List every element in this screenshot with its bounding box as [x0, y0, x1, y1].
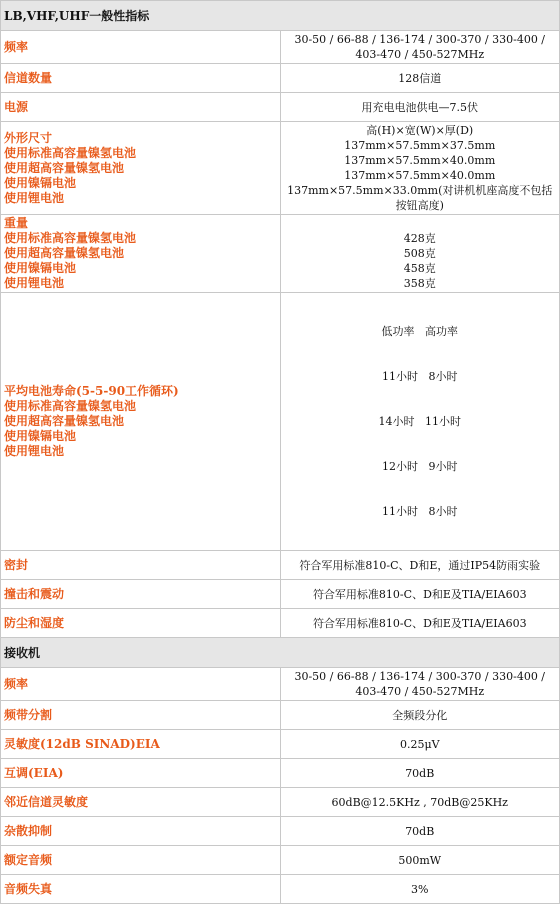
row-value: 用充电电池供电—7.5伏 [280, 93, 560, 122]
row-value: 128信道 [280, 64, 560, 93]
table-row [1, 875, 560, 904]
value-line: 428克 [403, 232, 436, 245]
label-line: 使用标准高容量镍氢电池 [4, 231, 137, 245]
table-row [1, 788, 560, 817]
table-row [1, 701, 560, 730]
row-label [1, 293, 281, 551]
section-header-general [1, 1, 560, 31]
row-label: 频带分割 [1, 701, 281, 730]
row-label: 灵敏度(12dB SINAD)EIA [1, 730, 281, 759]
label-line: 外形尺寸 [4, 130, 53, 145]
table-row [1, 609, 560, 638]
row-label: 防尘和湿度 [1, 609, 281, 638]
row-value: 符合军用标准810-C、D和E及TIA/EIA603 [280, 580, 560, 609]
value-line: 137mm×57.5mm×40.0mm [344, 154, 496, 167]
value-line: 358克 [403, 277, 436, 290]
row-label: 邻近信道灵敏度 [1, 788, 281, 817]
label-line: 重量 [4, 216, 29, 230]
spec-table-body [1, 1, 560, 904]
row-value: 符合军用标准810-C、D和E及TIA/EIA603 [280, 609, 560, 638]
row-label: 额定音频 [1, 846, 281, 875]
section-title: LB,VHF,UHF一般性指标 [1, 1, 560, 31]
value-line: 12小时 9小时 [382, 460, 458, 473]
table-row [1, 551, 560, 580]
section-title: 接收机 [1, 638, 560, 668]
label-line: 使用锂电池 [4, 190, 65, 205]
value-line: 11小时 8小时 [382, 370, 458, 383]
value-line: 11小时 8小时 [382, 505, 458, 518]
label-line: 使用锂电池 [4, 444, 65, 458]
row-label: 频率 [1, 668, 281, 701]
label-line: 使用超高容量镍氢电池 [4, 414, 125, 428]
table-row [1, 668, 560, 701]
row-value [280, 122, 560, 215]
row-value: 全频段分化 [280, 701, 560, 730]
value-line: 高(H)×宽(W)×厚(D) [366, 124, 474, 137]
table-row [1, 817, 560, 846]
label-line: 使用标准高容量镍氢电池 [4, 145, 137, 160]
table-row [1, 31, 560, 64]
row-value: 70dB [280, 759, 560, 788]
value-line: 508克 [403, 247, 436, 260]
row-value: 60dB@12.5KHz , 70dB@25KHz [280, 788, 560, 817]
label-line: 使用镍镉电池 [4, 175, 77, 190]
row-label [1, 215, 281, 293]
value-line: 低功率 高功率 [381, 325, 458, 338]
row-value: 70dB [280, 817, 560, 846]
label-line: 使用锂电池 [4, 276, 65, 290]
label-line: 平均电池寿命(5-5-90工作循环) [4, 384, 179, 398]
table-row [1, 846, 560, 875]
table-row-battery-life [1, 293, 560, 551]
value-line: 137mm×57.5mm×37.5mm [344, 139, 496, 152]
value-line: 137mm×57.5mm×40.0mm [344, 169, 496, 182]
table-row-weight [1, 215, 560, 293]
row-label: 撞击和震动 [1, 580, 281, 609]
row-value: 30-50 / 66-88 / 136-174 / 300-370 / 330-400 / 403-470 / 450-527MHz [280, 668, 560, 701]
section-header-receiver [1, 638, 560, 668]
label-line: 使用镍镉电池 [4, 261, 77, 275]
row-value: 符合军用标准810-C、D和E，通过IP54防雨实验 [280, 551, 560, 580]
row-label: 互调(EIA) [1, 759, 281, 788]
row-label: 信道数量 [1, 64, 281, 93]
label-line: 使用标准高容量镍氢电池 [4, 399, 137, 413]
row-label: 电源 [1, 93, 281, 122]
table-row-dimensions [1, 122, 560, 215]
row-value: 0.25μV [280, 730, 560, 759]
table-row [1, 64, 560, 93]
table-row [1, 580, 560, 609]
value-line: 14小时 11小时 [378, 415, 461, 428]
row-label: 音频失真 [1, 875, 281, 904]
table-row [1, 730, 560, 759]
row-label [1, 122, 281, 215]
row-label: 杂散抑制 [1, 817, 281, 846]
label-line: 使用镍镉电池 [4, 429, 77, 443]
row-value: 500mW [280, 846, 560, 875]
value-line: 137mm×57.5mm×33.0mm(对讲机机座高度不包括按钮高度) [287, 184, 553, 212]
row-value: 30-50 / 66-88 / 136-174 / 300-370 / 330-400 / 403-470 / 450-527MHz [280, 31, 560, 64]
label-line: 使用超高容量镍氢电池 [4, 246, 125, 260]
row-label: 密封 [1, 551, 281, 580]
row-label: 频率 [1, 31, 281, 64]
table-row [1, 93, 560, 122]
label-line: 使用超高容量镍氢电池 [4, 160, 125, 175]
row-value [280, 293, 560, 551]
row-value: 3% [280, 875, 560, 904]
row-value [280, 215, 560, 293]
table-row [1, 759, 560, 788]
value-line: 458克 [403, 262, 436, 275]
